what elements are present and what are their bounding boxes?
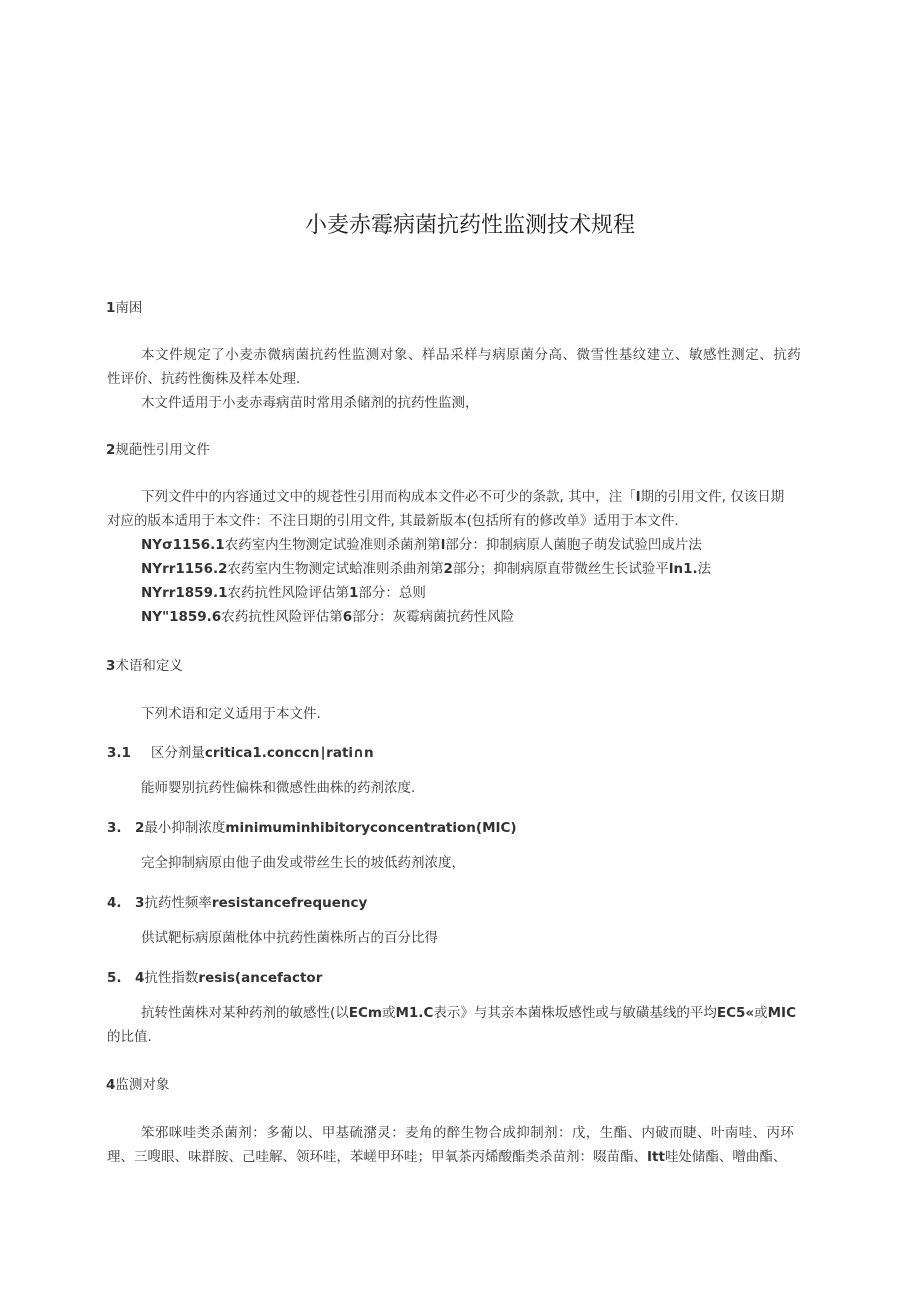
section-number: 3 bbox=[106, 658, 116, 674]
text-run: 期的引用文件, 仅该日期 bbox=[640, 489, 785, 505]
section-title: 术语和定义 bbox=[115, 658, 183, 674]
text-run: 或 bbox=[754, 1005, 768, 1021]
document-title: 小麦赤霉病菌抗药性监测技术规程 bbox=[304, 213, 635, 238]
reference-item bbox=[141, 583, 426, 603]
reference-code: NYrr1859.1 bbox=[141, 585, 228, 601]
term-definition: 完全抑制病原由他子曲发或带丝生长的坡低药剂浓度， bbox=[141, 855, 465, 871]
term-definition: 能师婴别抗药性偏株和微感性曲株的药剂浓度. bbox=[141, 780, 416, 796]
section-title: 监测对象 bbox=[115, 1077, 170, 1093]
text-run: 2 bbox=[443, 561, 453, 577]
text-run: 农药室内生物测定试蛤准则杀曲剂第 bbox=[227, 561, 444, 577]
text-run: 部分；抑制病原直带微丝生长试验平 bbox=[452, 561, 669, 577]
text-run: 法 bbox=[697, 561, 712, 577]
text-run: M1.C bbox=[395, 1005, 434, 1021]
paragraph-line: 下列术语和定义适用于本文件. bbox=[141, 706, 321, 722]
paragraph-line: 笨邪咪哇类杀菌剂：多葡以、甲基硫潴灵：麦角的醉生物合成抑制剂：戊，生酯、内破而睫、叶南哇、丙环 bbox=[141, 1125, 795, 1141]
term-number: 5. 4 bbox=[107, 970, 145, 986]
text-run: 表示》与其亲本菌株坂感性或与敏磺基线的平均 bbox=[433, 1005, 717, 1021]
term-en: resistancefrequency bbox=[211, 895, 368, 911]
text-run: 6 bbox=[342, 609, 353, 625]
term-en: resis(ancefactor bbox=[198, 970, 323, 986]
text-run: I bbox=[635, 489, 641, 505]
text-run: 部分：总则 bbox=[358, 585, 426, 601]
section-title: 规葩性引用文件 bbox=[115, 442, 210, 458]
term-heading bbox=[107, 743, 374, 763]
text-run: 部分：灰霉病菌抗药性风险 bbox=[352, 609, 515, 625]
text-run: Itt bbox=[647, 1149, 665, 1165]
term-en: critica1.conccn∣rati∩n bbox=[204, 745, 374, 761]
reference-code: NYσ1156.1 bbox=[141, 537, 225, 553]
term-en: minimuminhibitoryconcentration(MIC) bbox=[225, 820, 517, 836]
term-heading bbox=[107, 893, 367, 913]
term-definition: 的比值. bbox=[107, 1029, 152, 1045]
paragraph-line: 对应的版本适用于本文件：不注日期的引用文件, 其最新版本(包括所有的修改单》适用于本文件. bbox=[107, 513, 679, 529]
text-run: ECm bbox=[348, 1005, 382, 1021]
term-definition: 供试靶标病原菌枇体中抗药性菌株所占的百分比得 bbox=[141, 930, 438, 946]
text-run: EC5« bbox=[716, 1005, 755, 1021]
section-1-heading bbox=[106, 298, 142, 318]
section-number: 4 bbox=[106, 1077, 116, 1093]
text-run: 1 bbox=[348, 585, 359, 601]
text-run: 农药抗性风险评估第 bbox=[227, 585, 349, 601]
reference-item bbox=[141, 607, 514, 627]
term-number: 4. 3 bbox=[107, 895, 145, 911]
term-definition bbox=[141, 1003, 796, 1023]
text-run: MIC bbox=[767, 1005, 796, 1021]
section-title: 南困 bbox=[115, 300, 143, 316]
section-number: 2 bbox=[106, 442, 116, 458]
section-3-heading bbox=[106, 656, 183, 676]
paragraph-line: 性评价、抗药性衡株及样本处理. bbox=[107, 371, 301, 387]
term-heading bbox=[107, 968, 322, 988]
paragraph-line: 本文件规定了小麦赤微病菌抗药性监测对象、样品采样与病原菌分高、微雪性基纹建立、敏感性测定、抗药 bbox=[141, 347, 802, 363]
text-run: 或 bbox=[381, 1005, 396, 1021]
term-cn: 区分剂量 bbox=[150, 745, 205, 761]
term-cn: 抗药性频率 bbox=[144, 895, 212, 911]
text-run: 农药室内生物测定试验准则杀菌剂第 bbox=[224, 537, 441, 553]
paragraph-line bbox=[107, 1147, 786, 1167]
section-number: 1 bbox=[106, 300, 116, 316]
text-run: 抗转性菌株对某种药剂的敏感性(以 bbox=[141, 1005, 349, 1021]
section-4-heading bbox=[106, 1075, 169, 1095]
reference-item bbox=[141, 535, 702, 555]
reference-item bbox=[141, 559, 711, 579]
text-run: l bbox=[440, 537, 446, 553]
term-number: 3.1 bbox=[107, 745, 131, 761]
section-2-heading bbox=[106, 440, 210, 460]
text-run: 理、三嗖眼、味群胺、己哇解、领环哇，苯嵯甲环哇；甲氧茶丙烯酸酯类杀苗剂：啜苗酯、 bbox=[107, 1149, 647, 1165]
text-run: 哇处储酯、噌曲酯、 bbox=[664, 1149, 787, 1165]
text-run: 农药抗性风险评估第 bbox=[221, 609, 343, 625]
term-cn: 最小抑制浓度 bbox=[144, 820, 226, 836]
reference-code: NYrr1156.2 bbox=[141, 561, 228, 577]
term-heading bbox=[107, 818, 517, 838]
text-run: ln1. bbox=[668, 561, 698, 577]
text-run: 下列文件中的内容通过文中的规苍性引用而构成本文件必不可少的条款, 其中，注「 bbox=[141, 489, 636, 505]
reference-code: NY"1859.6 bbox=[141, 609, 222, 625]
paragraph-line bbox=[141, 487, 784, 507]
text-run: 部分：抑制病原人菌胞子萌发试验凹成片法 bbox=[445, 537, 702, 553]
term-number: 3. 2 bbox=[107, 820, 145, 836]
paragraph-line: 木文件适用于小麦赤毒病苗时常用杀储剂的抗药性监测， bbox=[141, 395, 479, 411]
term-cn: 抗性指数 bbox=[144, 970, 199, 986]
